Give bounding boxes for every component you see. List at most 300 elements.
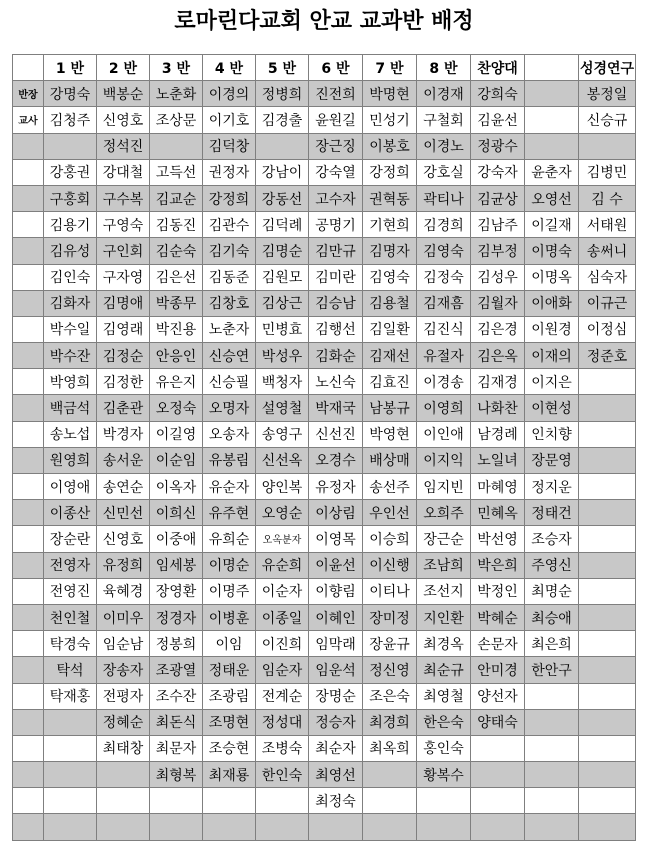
name-cell: 신영호	[97, 107, 150, 133]
name-cell: 유희순	[203, 526, 256, 552]
name-cell: 이인애	[417, 421, 471, 447]
name-cell: 이혜인	[309, 604, 363, 630]
name-cell: 김재경	[471, 369, 525, 395]
name-cell: 윤춘자	[525, 159, 579, 185]
row-label	[13, 683, 44, 709]
table-row	[13, 474, 636, 500]
name-cell	[150, 788, 203, 814]
name-cell	[256, 788, 309, 814]
name-cell	[579, 578, 636, 604]
name-cell	[44, 735, 97, 761]
name-cell: 신승연	[203, 343, 256, 369]
name-cell: 이경재	[417, 81, 471, 107]
name-cell: 이애화	[525, 290, 579, 316]
name-cell: 곽티나	[417, 185, 471, 211]
name-cell: 한은숙	[417, 709, 471, 735]
name-cell	[579, 552, 636, 578]
table-row	[13, 212, 636, 238]
name-cell: 전계순	[256, 683, 309, 709]
column-header: 7 반	[363, 55, 417, 81]
name-cell	[579, 631, 636, 657]
name-cell: 백금석	[44, 395, 97, 421]
name-cell: 김정순	[97, 343, 150, 369]
name-cell	[579, 369, 636, 395]
name-cell: 유주현	[203, 500, 256, 526]
name-cell	[471, 762, 525, 788]
name-cell: 권정자	[203, 159, 256, 185]
name-cell	[579, 500, 636, 526]
name-cell: 정승자	[309, 709, 363, 735]
column-header: 찬양대	[471, 55, 525, 81]
name-cell: 김경출	[256, 107, 309, 133]
name-cell: 이현성	[525, 395, 579, 421]
name-cell: 송노섭	[44, 421, 97, 447]
name-cell: 정경자	[150, 604, 203, 630]
name-cell: 이원경	[525, 316, 579, 342]
name-cell: 한안구	[525, 657, 579, 683]
table-row	[13, 369, 636, 395]
name-cell: 지인환	[417, 604, 471, 630]
name-cell: 구철회	[417, 107, 471, 133]
column-header: 5 반	[256, 55, 309, 81]
row-label	[13, 526, 44, 552]
name-cell: 이경의	[203, 81, 256, 107]
table-row	[13, 133, 636, 159]
name-cell: 인치향	[525, 421, 579, 447]
name-cell: 송영구	[256, 421, 309, 447]
name-cell: 조선지	[417, 578, 471, 604]
name-cell: 정지운	[525, 474, 579, 500]
name-cell: 백봉순	[97, 81, 150, 107]
name-cell	[256, 814, 309, 840]
name-cell	[525, 709, 579, 735]
name-cell: 민병효	[256, 316, 309, 342]
name-cell: 구홍회	[44, 185, 97, 211]
name-cell: 김균상	[471, 185, 525, 211]
name-cell: 김유성	[44, 238, 97, 264]
name-cell	[579, 814, 636, 840]
name-cell	[579, 604, 636, 630]
name-cell	[579, 683, 636, 709]
name-cell: 오명자	[203, 395, 256, 421]
name-cell	[44, 133, 97, 159]
name-cell: 기현희	[363, 212, 417, 238]
name-cell: 김동진	[150, 212, 203, 238]
table-row	[13, 81, 636, 107]
name-cell: 김병민	[579, 159, 636, 185]
name-cell: 김만규	[309, 238, 363, 264]
class-assignment-table	[12, 54, 636, 841]
name-cell: 설영철	[256, 395, 309, 421]
row-label	[13, 264, 44, 290]
name-cell: 최영선	[309, 762, 363, 788]
name-cell	[579, 735, 636, 761]
column-header	[13, 55, 44, 81]
row-label: 교사	[13, 107, 44, 133]
name-cell: 조승자	[525, 526, 579, 552]
name-cell: 유절자	[417, 343, 471, 369]
name-cell: 김윤선	[471, 107, 525, 133]
name-cell: 오영선	[525, 185, 579, 211]
name-cell: 전영자	[44, 552, 97, 578]
name-cell	[203, 814, 256, 840]
table-row	[13, 343, 636, 369]
name-cell: 원영희	[44, 447, 97, 473]
name-cell: 이진희	[256, 631, 309, 657]
name-cell: 김경희	[417, 212, 471, 238]
name-cell: 양인복	[256, 474, 309, 500]
column-header	[525, 55, 579, 81]
name-cell: 김 수	[579, 185, 636, 211]
name-cell	[150, 814, 203, 840]
name-cell: 김관수	[203, 212, 256, 238]
row-label	[13, 133, 44, 159]
name-cell: 박성우	[256, 343, 309, 369]
name-cell: 이병훈	[203, 604, 256, 630]
name-cell	[579, 526, 636, 552]
name-cell: 신영호	[97, 526, 150, 552]
name-cell: 김덕창	[203, 133, 256, 159]
name-cell: 남경례	[471, 421, 525, 447]
row-label	[13, 369, 44, 395]
name-cell: 이희신	[150, 500, 203, 526]
row-label	[13, 421, 44, 447]
name-cell: 조수잔	[150, 683, 203, 709]
name-cell: 박선영	[471, 526, 525, 552]
name-cell: 정혜순	[97, 709, 150, 735]
name-cell: 김은옥	[471, 343, 525, 369]
name-cell: 임순자	[256, 657, 309, 683]
name-cell: 송선주	[363, 474, 417, 500]
name-cell: 임운석	[309, 657, 363, 683]
name-cell: 홍인숙	[417, 735, 471, 761]
name-cell: 이경송	[417, 369, 471, 395]
name-cell: 김효진	[363, 369, 417, 395]
name-cell: 강숙자	[471, 159, 525, 185]
table-row	[13, 159, 636, 185]
name-cell: 심숙자	[579, 264, 636, 290]
column-header: 3 반	[150, 55, 203, 81]
name-cell: 장미정	[363, 604, 417, 630]
name-cell: 장문영	[525, 447, 579, 473]
name-cell: 이종일	[256, 604, 309, 630]
name-cell: 장송자	[97, 657, 150, 683]
name-cell: 박수잔	[44, 343, 97, 369]
name-cell	[579, 421, 636, 447]
table-row	[13, 552, 636, 578]
row-label	[13, 316, 44, 342]
row-label	[13, 788, 44, 814]
name-cell: 김청주	[44, 107, 97, 133]
name-cell: 송연순	[97, 474, 150, 500]
name-cell: 최재룡	[203, 762, 256, 788]
name-cell	[525, 762, 579, 788]
name-cell	[417, 788, 471, 814]
name-cell: 김용기	[44, 212, 97, 238]
name-cell: 장근순	[417, 526, 471, 552]
name-cell: 탁경숙	[44, 631, 97, 657]
name-cell: 이지익	[417, 447, 471, 473]
name-cell: 김영래	[97, 316, 150, 342]
name-cell: 송서운	[97, 447, 150, 473]
name-cell: 최명순	[525, 578, 579, 604]
name-cell: 노춘자	[203, 316, 256, 342]
name-cell: 최정숙	[309, 788, 363, 814]
name-cell: 고득선	[150, 159, 203, 185]
name-cell: 김행선	[309, 316, 363, 342]
name-cell: 신선옥	[256, 447, 309, 473]
name-cell: 장영환	[150, 578, 203, 604]
name-cell: 이재의	[525, 343, 579, 369]
name-cell	[579, 657, 636, 683]
name-cell: 노춘화	[150, 81, 203, 107]
name-cell: 박정인	[471, 578, 525, 604]
name-cell	[525, 107, 579, 133]
name-cell: 김화자	[44, 290, 97, 316]
name-cell: 마혜영	[471, 474, 525, 500]
row-label	[13, 735, 44, 761]
name-cell: 김은선	[150, 264, 203, 290]
name-cell: 김부정	[471, 238, 525, 264]
table-row	[13, 421, 636, 447]
name-cell	[525, 735, 579, 761]
name-cell: 정태운	[203, 657, 256, 683]
name-cell	[44, 762, 97, 788]
name-cell: 조남희	[417, 552, 471, 578]
name-cell	[97, 788, 150, 814]
name-cell: 이승희	[363, 526, 417, 552]
name-cell: 조병숙	[256, 735, 309, 761]
name-cell: 이순자	[256, 578, 309, 604]
name-cell: 조광림	[203, 683, 256, 709]
name-cell: 장명순	[309, 683, 363, 709]
name-cell: 구자영	[97, 264, 150, 290]
name-cell: 김상근	[256, 290, 309, 316]
name-cell: 김성우	[471, 264, 525, 290]
name-cell: 안미경	[471, 657, 525, 683]
header-row	[13, 55, 636, 81]
name-cell: 이지은	[525, 369, 579, 395]
table-row	[13, 526, 636, 552]
name-cell: 민혜옥	[471, 500, 525, 526]
name-cell: 최순자	[309, 735, 363, 761]
name-cell: 김은경	[471, 316, 525, 342]
name-cell: 장윤규	[363, 631, 417, 657]
name-cell: 이기호	[203, 107, 256, 133]
row-label	[13, 709, 44, 735]
row-label	[13, 500, 44, 526]
name-cell: 이명옥	[525, 264, 579, 290]
name-cell: 최승애	[525, 604, 579, 630]
name-cell: 윤원길	[309, 107, 363, 133]
table-row	[13, 107, 636, 133]
name-cell: 우인선	[363, 500, 417, 526]
name-cell: 오희주	[417, 500, 471, 526]
name-cell: 천인철	[44, 604, 97, 630]
name-cell: 최경옥	[417, 631, 471, 657]
name-cell	[525, 683, 579, 709]
row-label	[13, 212, 44, 238]
name-cell: 조상문	[150, 107, 203, 133]
name-cell: 강호실	[417, 159, 471, 185]
name-cell: 박수일	[44, 316, 97, 342]
name-cell	[579, 788, 636, 814]
name-cell: 최은희	[525, 631, 579, 657]
name-cell	[471, 788, 525, 814]
name-cell: 김순숙	[150, 238, 203, 264]
name-cell: 이중애	[150, 526, 203, 552]
name-cell	[579, 447, 636, 473]
name-cell: 최돈식	[150, 709, 203, 735]
name-cell: 이상림	[309, 500, 363, 526]
name-cell: 이영희	[417, 395, 471, 421]
name-cell: 장근징	[309, 133, 363, 159]
name-cell: 탁석	[44, 657, 97, 683]
name-cell	[417, 814, 471, 840]
name-cell: 구영숙	[97, 212, 150, 238]
table-row	[13, 316, 636, 342]
name-cell: 최영철	[417, 683, 471, 709]
name-cell: 이윤선	[309, 552, 363, 578]
name-cell: 정병희	[256, 81, 309, 107]
column-header: 6 반	[309, 55, 363, 81]
name-cell: 오영순	[256, 500, 309, 526]
name-cell: 김정숙	[417, 264, 471, 290]
name-cell: 강동선	[256, 185, 309, 211]
name-cell: 이티나	[363, 578, 417, 604]
name-cell: 조광열	[150, 657, 203, 683]
name-cell: 정태건	[525, 500, 579, 526]
row-label	[13, 159, 44, 185]
row-label	[13, 395, 44, 421]
name-cell: 강명숙	[44, 81, 97, 107]
name-cell: 유정자	[309, 474, 363, 500]
name-cell	[44, 709, 97, 735]
name-cell	[44, 788, 97, 814]
name-cell: 오경수	[309, 447, 363, 473]
name-cell: 황복수	[417, 762, 471, 788]
name-cell	[579, 395, 636, 421]
table-row	[13, 709, 636, 735]
name-cell: 강정희	[363, 159, 417, 185]
name-cell: 김일환	[363, 316, 417, 342]
name-cell: 김용철	[363, 290, 417, 316]
name-cell: 박경자	[97, 421, 150, 447]
table-row	[13, 631, 636, 657]
name-cell: 김교순	[150, 185, 203, 211]
name-cell: 이신행	[363, 552, 417, 578]
row-label	[13, 343, 44, 369]
row-label	[13, 604, 44, 630]
name-cell: 김기숙	[203, 238, 256, 264]
name-cell: 박진용	[150, 316, 203, 342]
table-row	[13, 395, 636, 421]
table-row	[13, 447, 636, 473]
name-cell: 김월자	[471, 290, 525, 316]
name-cell: 오옥분자	[256, 526, 309, 552]
name-cell: 박명현	[363, 81, 417, 107]
name-cell: 전평자	[97, 683, 150, 709]
name-cell: 정광수	[471, 133, 525, 159]
name-cell: 김화순	[309, 343, 363, 369]
name-cell: 강남이	[256, 159, 309, 185]
name-cell: 김진식	[417, 316, 471, 342]
name-cell	[256, 133, 309, 159]
name-cell: 안응인	[150, 343, 203, 369]
name-cell: 박영현	[363, 421, 417, 447]
name-cell: 김동준	[203, 264, 256, 290]
name-cell: 서태원	[579, 212, 636, 238]
name-cell: 배상매	[363, 447, 417, 473]
name-cell: 나화찬	[471, 395, 525, 421]
table-row	[13, 762, 636, 788]
name-cell: 김명순	[256, 238, 309, 264]
name-cell	[44, 814, 97, 840]
name-cell: 김명애	[97, 290, 150, 316]
name-cell: 임막래	[309, 631, 363, 657]
name-cell: 권혁동	[363, 185, 417, 211]
name-cell: 강숙열	[309, 159, 363, 185]
column-header: 2 반	[97, 55, 150, 81]
name-cell	[97, 762, 150, 788]
page-title: 로마린다교회 안교 교과반 배정	[174, 9, 474, 34]
name-cell: 박혜순	[471, 604, 525, 630]
table-row	[13, 290, 636, 316]
column-header: 성경연구	[579, 55, 636, 81]
name-cell: 김창호	[203, 290, 256, 316]
name-cell: 이봉호	[363, 133, 417, 159]
name-cell: 이정심	[579, 316, 636, 342]
name-cell: 신선진	[309, 421, 363, 447]
name-cell: 이영애	[44, 474, 97, 500]
name-cell: 유정희	[97, 552, 150, 578]
name-cell: 정성대	[256, 709, 309, 735]
name-cell: 이명숙	[525, 238, 579, 264]
name-cell: 봉정일	[579, 81, 636, 107]
name-cell: 양선자	[471, 683, 525, 709]
table-row	[13, 657, 636, 683]
name-cell: 유봉림	[203, 447, 256, 473]
name-cell	[525, 788, 579, 814]
row-label	[13, 185, 44, 211]
name-cell	[579, 474, 636, 500]
name-cell: 최순규	[417, 657, 471, 683]
name-cell: 오정숙	[150, 395, 203, 421]
name-cell: 진전희	[309, 81, 363, 107]
name-cell: 이명순	[203, 552, 256, 578]
name-cell: 이규근	[579, 290, 636, 316]
row-label	[13, 814, 44, 840]
name-cell	[97, 814, 150, 840]
name-cell: 김명자	[363, 238, 417, 264]
name-cell: 구인회	[97, 238, 150, 264]
name-cell	[150, 133, 203, 159]
table-row	[13, 683, 636, 709]
name-cell: 김인숙	[44, 264, 97, 290]
name-cell: 유은지	[150, 369, 203, 395]
name-cell: 김덕례	[256, 212, 309, 238]
row-label: 반장	[13, 81, 44, 107]
column-header: 1 반	[44, 55, 97, 81]
name-cell: 김미란	[309, 264, 363, 290]
name-cell: 김정한	[97, 369, 150, 395]
name-cell: 김원모	[256, 264, 309, 290]
name-cell: 공명기	[309, 212, 363, 238]
name-cell: 오송자	[203, 421, 256, 447]
name-cell	[525, 133, 579, 159]
row-label	[13, 474, 44, 500]
name-cell	[363, 788, 417, 814]
